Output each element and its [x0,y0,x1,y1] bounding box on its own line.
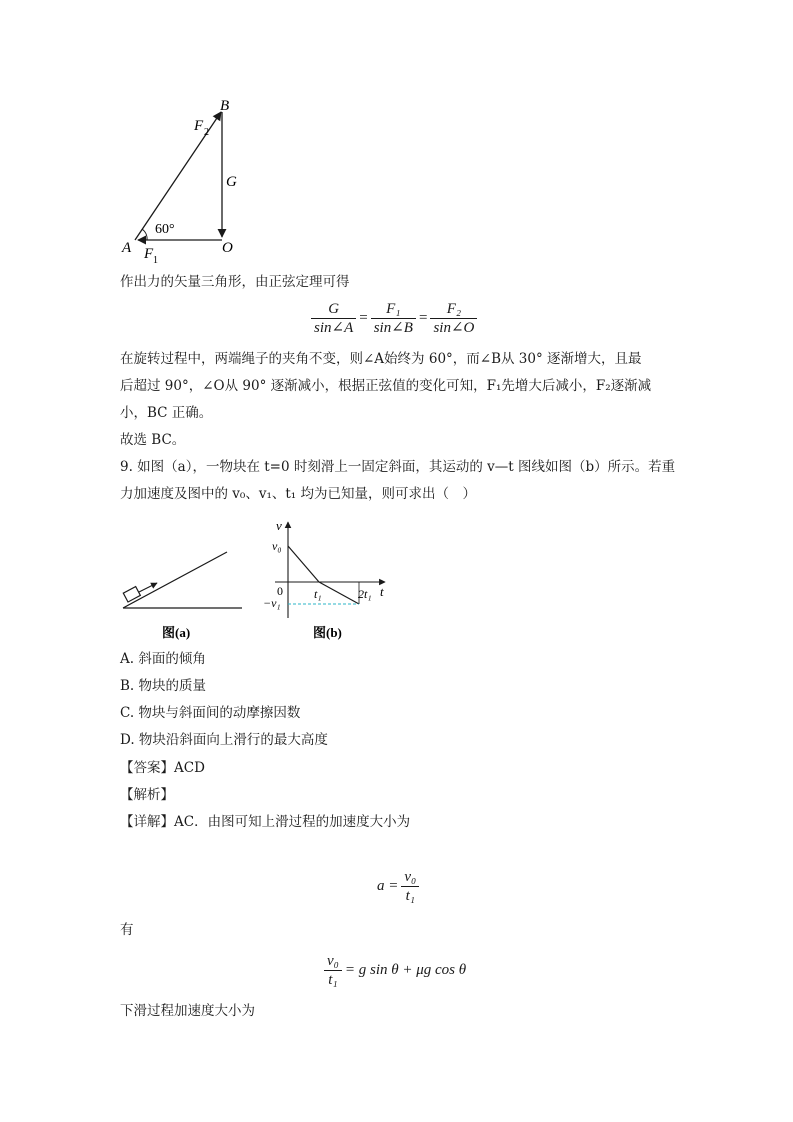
eq3-num: v₀ [324,952,342,971]
label-angle: 60° [155,222,175,237]
option-a: A. 斜面的倾角 [120,651,206,667]
text-line5: 故选 BC。 [120,432,186,448]
equation-acceleration-up [374,868,419,905]
label-2t1: 2t₁ [358,587,372,601]
eq1-sign2: = [418,310,428,326]
angle-arc [142,229,147,240]
eq1-num3: F₂ [430,300,477,319]
question9-line2: 力加速度及图中的 v₀、v₁、t₁ 均为已知量，则可求出（ ） [120,486,476,502]
eq2-lhs: a = [377,878,399,894]
option-d: D. 物块沿斜面向上滑行的最大高度 [120,732,328,748]
label-t: t [380,584,384,599]
text-down: 下滑过程加速度大小为 [120,1003,255,1019]
eq2-num: v₀ [401,868,419,887]
eq1-den3: sin∠O [433,320,475,336]
eq1-num2: F₁ [371,300,416,319]
option-b: B. 物块的质量 [120,678,207,694]
equation-sine-rule [311,300,477,337]
label-t1: t₁ [314,587,322,601]
eq1-den1: sin∠A [314,320,354,336]
label-f1: F [144,246,154,262]
label-zero: 0 [277,584,283,598]
detail-line: 【详解】AC．由图可知上滑过程的加速度大小为 [120,814,411,830]
graph-line-up [288,546,319,582]
eq1-num1: G [311,300,356,319]
text-line1: 作出力的矢量三角形，由正弦定理可得 [120,274,350,290]
text-line4: 小，BC 正确。 [120,405,213,421]
analysis-heading: 【解析】 [120,787,174,803]
label-o: O [222,240,233,256]
label-g: G [226,174,237,190]
caption-b: 图(b) [313,625,342,640]
label-f2-sub: 2 [204,127,209,138]
eq3-den: t₁ [328,972,338,988]
text-line3: 后超过 90°，∠O从 90° 逐渐减小，根据正弦值的变化可知，F₁先增大后减小，F₂逐渐减 [120,378,652,394]
label-b: B [220,98,230,114]
label-a: A [122,240,132,256]
text-you: 有 [120,922,134,938]
label-v: v [276,518,282,533]
eq1-sign1: = [359,310,368,326]
caption-a: 图(a) [162,625,191,640]
label-f2: F [194,118,204,134]
label-neg-v1: −v₁ [263,596,281,610]
label-v0: v₀ [272,539,282,553]
equation-force-balance [324,952,469,989]
incline-line [123,552,227,608]
graph-line-down [319,582,359,604]
incline-figure-a [115,548,250,643]
question9-line1: 9. 如图（a），一物块在 t=0 时刻滑上一固定斜面，其运动的 v—t 图线如图（b）所示。若重 [120,459,676,475]
vt-graph-figure-b [255,518,395,644]
label-f1-sub: 1 [153,255,158,264]
text-line2: 在旋转过程中，两端绳子的夹角不变，则∠A始终为 60°，而∠B从 30° 逐渐增大，且最 [120,351,642,367]
eq2-den: t₁ [405,888,415,904]
force-triangle-figure [110,92,250,264]
answer: 【答案】ACD [120,760,205,776]
eq1-den2: sin∠B [373,320,413,336]
option-c: C. 物块与斜面间的动摩擦因数 [120,705,301,721]
eq3-rhs: = g sin θ + μg cos θ [344,962,467,978]
